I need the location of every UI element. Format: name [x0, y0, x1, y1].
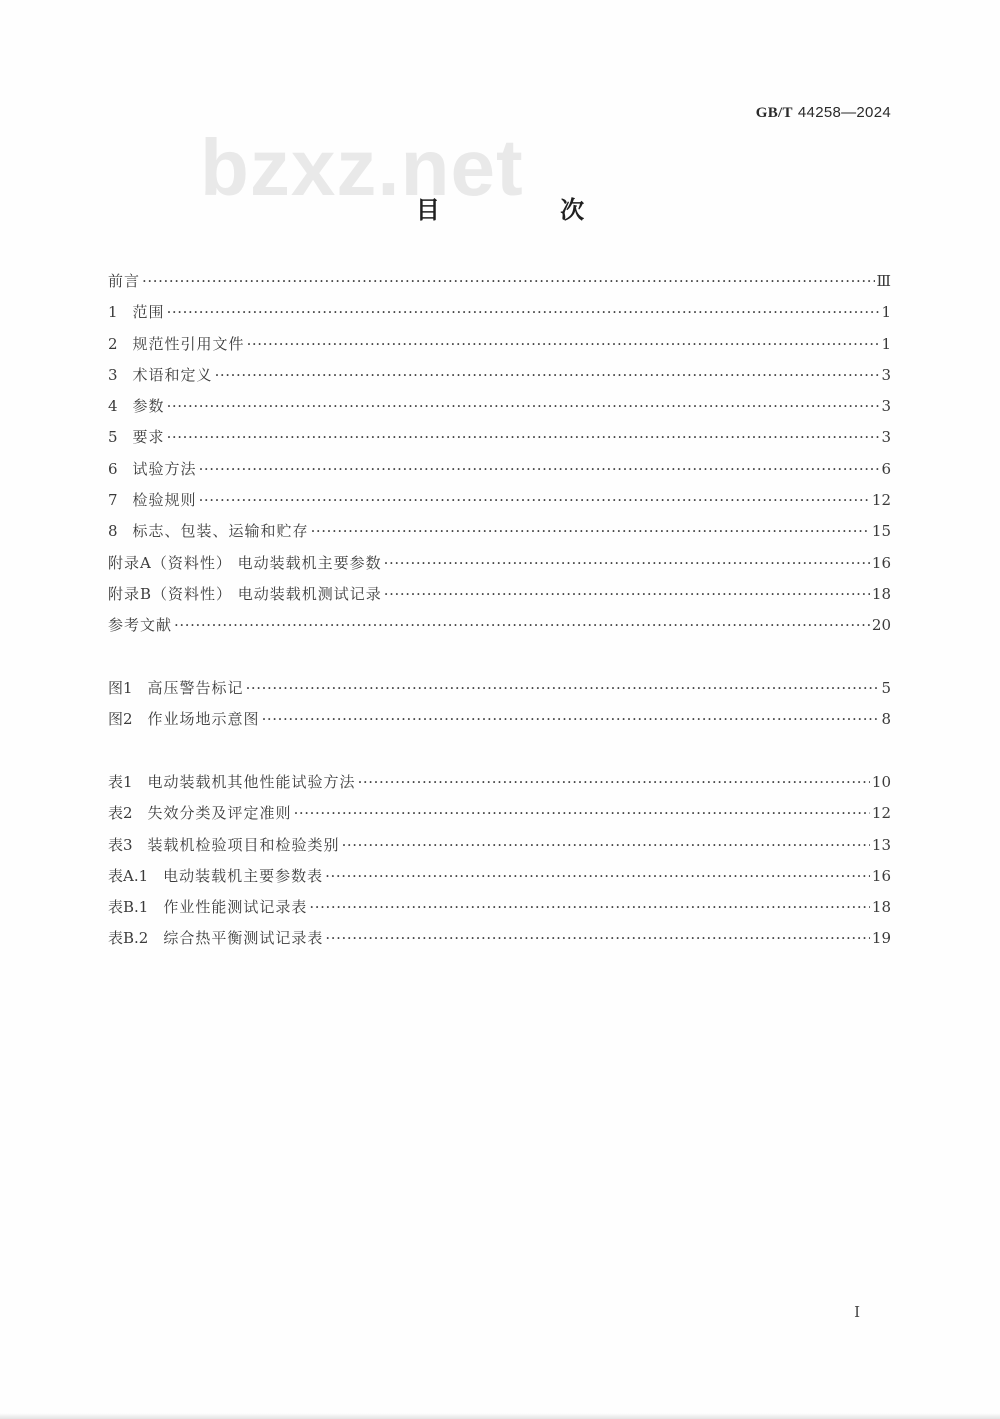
standard-code-number: 44258—2024 — [797, 104, 891, 121]
toc-leader-dots — [167, 397, 880, 415]
toc-entry-page: 18 — [871, 584, 891, 603]
toc-entry[interactable] — [108, 301, 891, 332]
toc-entry-page: 15 — [871, 522, 891, 541]
toc-entry[interactable] — [108, 458, 891, 489]
toc-entry[interactable] — [108, 489, 891, 520]
toc-entry-number: 表3 — [108, 835, 133, 854]
toc-leader-dots — [174, 616, 870, 634]
toc-table-entry[interactable] — [108, 927, 891, 958]
toc-entry-number: 7 — [108, 491, 118, 510]
toc-leader-dots — [358, 773, 870, 791]
toc-table-entry[interactable] — [108, 802, 891, 833]
toc-entry-title: 规范性引用文件 — [132, 334, 245, 353]
toc-leader-dots — [215, 366, 880, 384]
toc-leader-dots — [309, 898, 870, 916]
toc-table-entry[interactable] — [108, 865, 891, 896]
toc-entry-title: 检验规则 — [132, 491, 197, 510]
toc-leader-dots — [167, 428, 880, 446]
toc-entry-number: 表A.1 — [108, 866, 149, 885]
toc-entry-title: 作业场地示意图 — [147, 710, 260, 729]
toc-entry[interactable] — [108, 426, 891, 457]
toc-main-list — [108, 270, 891, 646]
toc-entry-page: 1 — [881, 334, 891, 353]
toc-leader-dots — [311, 522, 870, 540]
toc-entry-number: 图2 — [108, 710, 133, 729]
toc-entry-page: 3 — [881, 428, 891, 447]
toc-leader-dots — [167, 303, 880, 321]
toc-entry[interactable] — [108, 270, 891, 301]
toc-entry-title: 参数 — [132, 397, 165, 416]
toc-entry[interactable] — [108, 395, 891, 426]
toc-entry-number: 表B.2 — [108, 929, 149, 948]
toc-figures-list — [108, 677, 891, 740]
toc-entry-page: 5 — [881, 679, 891, 697]
toc-entry-number: 4 — [108, 397, 118, 416]
toc-entry[interactable] — [108, 333, 891, 364]
toc-entry-page: 3 — [881, 397, 891, 416]
toc-entry[interactable] — [108, 614, 891, 645]
toc-table-entry[interactable] — [108, 834, 891, 865]
toc-entry-title: 术语和定义 — [132, 365, 213, 384]
toc-entry-page: 18 — [871, 898, 891, 917]
toc-entry-page: 10 — [871, 773, 891, 791]
toc-leader-dots — [384, 554, 870, 572]
toc-figure-entry[interactable] — [108, 708, 891, 739]
toc-entry[interactable] — [108, 583, 891, 614]
toc-entry-page: 16 — [871, 553, 891, 572]
toc-entry-page: 12 — [871, 491, 891, 510]
toc-entry-number: 1 — [108, 303, 118, 322]
toc-leader-dots — [294, 804, 870, 822]
toc-leader-dots — [262, 710, 880, 728]
toc-entry-number: 5 — [108, 428, 118, 447]
standard-code — [756, 103, 891, 122]
toc-leader-dots — [384, 585, 870, 603]
toc-entry-title: 作业性能测试记录表 — [163, 898, 308, 917]
toc-entry[interactable] — [108, 520, 891, 551]
toc-entry-title: 前言 — [108, 272, 141, 290]
toc-entry-title: 试验方法 — [132, 459, 197, 478]
toc-entry-number: 2 — [108, 334, 118, 353]
page-number: I — [854, 1303, 860, 1321]
toc-entry-number: 8 — [108, 522, 118, 541]
toc-leader-dots — [246, 679, 880, 697]
watermark: bzxz.net — [200, 123, 524, 212]
toc-entry-page: 1 — [881, 303, 891, 322]
toc-entry-title: 装载机检验项目和检验类别 — [147, 835, 340, 854]
toc-leader-dots — [325, 867, 870, 885]
toc-entry-number: 图1 — [108, 679, 133, 697]
toc-entry-title: 附录A（资料性） 电动装载机主要参数 — [108, 553, 382, 572]
toc-entry-title: 失效分类及评定准则 — [147, 804, 292, 823]
toc-leader-dots — [199, 491, 870, 509]
toc-entry-number: 表1 — [108, 773, 133, 791]
toc-entry-title: 要求 — [132, 428, 165, 447]
toc-entry-title: 电动装载机其他性能试验方法 — [147, 773, 356, 791]
toc-entry-title: 综合热平衡测试记录表 — [163, 929, 324, 948]
toc-entry[interactable] — [108, 364, 891, 395]
toc-entry-page: 8 — [881, 710, 891, 729]
toc-entry-page: 13 — [871, 835, 891, 854]
toc-leader-dots — [247, 335, 880, 353]
toc-entry-number: 3 — [108, 365, 118, 384]
toc-entry-page: Ⅲ — [876, 272, 891, 290]
toc-leader-dots — [342, 836, 870, 854]
toc-entry-page: 3 — [881, 365, 891, 384]
toc-entry-number: 表B.1 — [108, 898, 149, 917]
standard-code-prefix: GB/T — [755, 105, 793, 121]
toc-entry-page: 19 — [871, 929, 891, 948]
toc-leader-dots — [142, 272, 875, 290]
toc-entry[interactable] — [108, 552, 891, 583]
toc-leader-dots — [325, 929, 870, 947]
toc-entry-number: 表2 — [108, 804, 133, 823]
toc-entry-title: 范围 — [132, 303, 165, 322]
toc-figure-entry[interactable] — [108, 677, 891, 708]
toc-tables-list — [108, 771, 891, 959]
toc-entry-title: 附录B（资料性） 电动装载机测试记录 — [108, 584, 382, 603]
toc-entry-title: 参考文献 — [108, 616, 173, 635]
toc-entry-title: 电动装载机主要参数表 — [163, 866, 324, 885]
toc-entry-number: 6 — [108, 459, 118, 478]
page-title: 目 次 — [415, 196, 641, 224]
toc-entry-page: 6 — [881, 459, 891, 478]
toc-entry-page: 12 — [871, 804, 891, 823]
toc-table-entry[interactable] — [108, 771, 891, 802]
toc-entry-title: 标志、包装、运输和贮存 — [132, 522, 309, 541]
page-bottom-edge — [0, 1413, 1000, 1419]
toc-entry-title: 高压警告标记 — [147, 679, 244, 697]
toc-leader-dots — [199, 460, 880, 478]
toc-entry-page: 16 — [871, 866, 891, 885]
toc-table-entry[interactable] — [108, 896, 891, 927]
toc-entry-page: 20 — [871, 616, 891, 635]
